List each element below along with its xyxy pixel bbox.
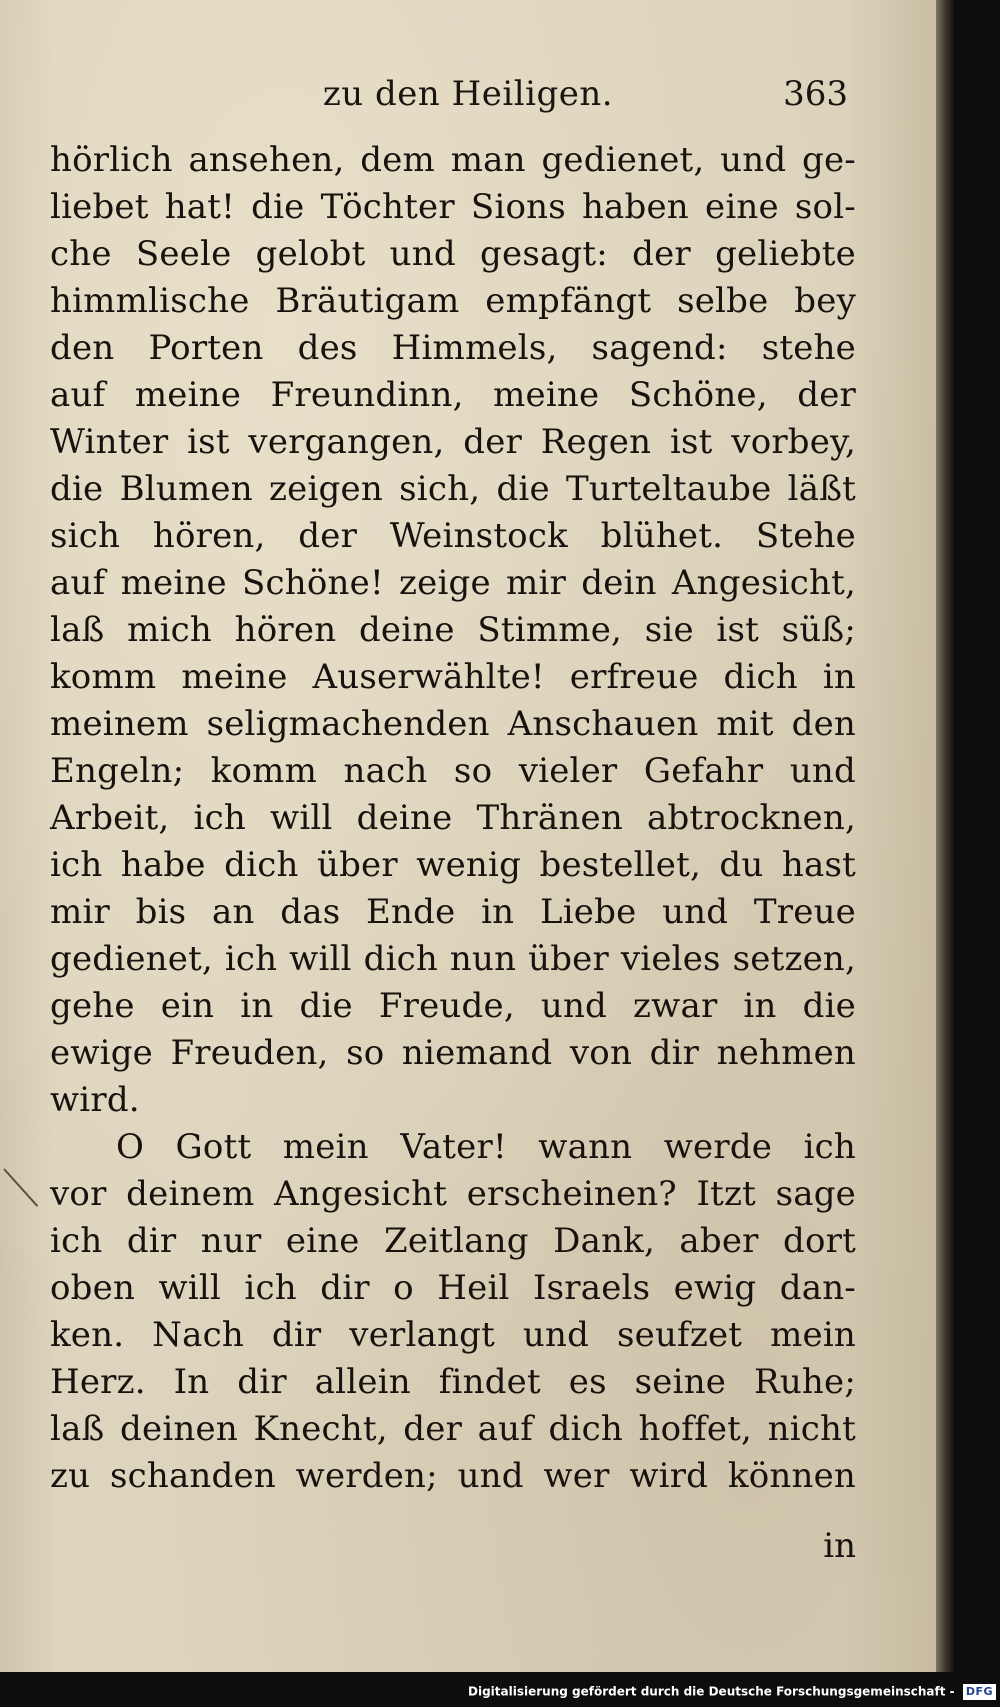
- text-line: Herz. In dir allein findet es seine Ruhe;: [50, 1362, 856, 1402]
- text-line: O Gott mein Vater! wann werde ich: [116, 1127, 856, 1167]
- text-line: ken. Nach dir verlangt und seufzet mein: [50, 1315, 856, 1355]
- text-line: meinem seligmachenden Anschauen mit den: [50, 704, 856, 744]
- page-edge-shadow: [936, 0, 954, 1672]
- text-line: wird.: [50, 1080, 140, 1120]
- text-line: gedienet, ich will dich nun über vieles setzen,: [50, 939, 856, 979]
- dfg-logo-icon: DFG: [963, 1684, 996, 1700]
- text-line: Engeln; komm nach so vieler Gefahr und: [50, 751, 856, 791]
- running-head: [0, 64, 936, 124]
- text-line: auf meine Schöne! zeige mir dein Angesicht,: [50, 563, 856, 603]
- text-line: laß deinen Knecht, der auf dich hoffet, nicht: [50, 1409, 856, 1449]
- text-line: vor deinem Angesicht erscheinen? Itzt sage: [50, 1174, 856, 1214]
- running-title: zu den Heiligen.: [322, 74, 614, 114]
- text-line: mir bis an das Ende in Liebe und Treue: [50, 892, 856, 932]
- body-text: [50, 137, 856, 1500]
- text-line: laß mich hören deine Stimme, sie ist süß;: [50, 610, 856, 650]
- scan-mark: [3, 1168, 38, 1206]
- text-line: den Porten des Himmels, sagend: stehe: [50, 328, 856, 368]
- text-line: Arbeit, ich will deine Thränen abtrocknen,: [50, 798, 856, 838]
- text-line: liebet hat! die Töchter Sions haben eine sol-: [50, 187, 856, 227]
- text-line: Winter ist vergangen, der Regen ist vorbey,: [50, 422, 856, 462]
- text-line: ewige Freuden, so niemand von dir nehmen: [50, 1033, 856, 1073]
- text-line: die Blumen zeigen sich, die Turteltaube läßt: [50, 469, 856, 509]
- text-line: hörlich ansehen, dem man gedienet, und ge-: [50, 140, 856, 180]
- credit-text: Digitalisierung gefördert durch die Deutsche Forschungsgemeinschaft -: [468, 1684, 955, 1699]
- text-line: sich hören, der Weinstock blühet. Stehe: [50, 516, 856, 556]
- text-line: auf meine Freundinn, meine Schöne, der: [50, 375, 856, 415]
- text-line: komm meine Auserwählte! erfreue dich in: [50, 657, 856, 697]
- catchword: in: [823, 1526, 856, 1566]
- digitization-credit: [0, 1678, 996, 1704]
- text-line: himmlische Bräutigam empfängt selbe bey: [50, 281, 856, 321]
- text-line: che Seele gelobt und gesagt: der geliebte: [50, 234, 856, 274]
- text-line: ich dir nur eine Zeitlang Dank, aber dort: [50, 1221, 856, 1261]
- text-line: zu schanden werden; und wer wird können: [50, 1456, 856, 1496]
- text-line: oben will ich dir o Heil Israels ewig dan-: [50, 1268, 856, 1308]
- text-line: gehe ein in die Freude, und zwar in die: [50, 986, 856, 1026]
- page-number: 363: [783, 74, 848, 114]
- text-line: ich habe dich über wenig bestellet, du hast: [50, 845, 856, 885]
